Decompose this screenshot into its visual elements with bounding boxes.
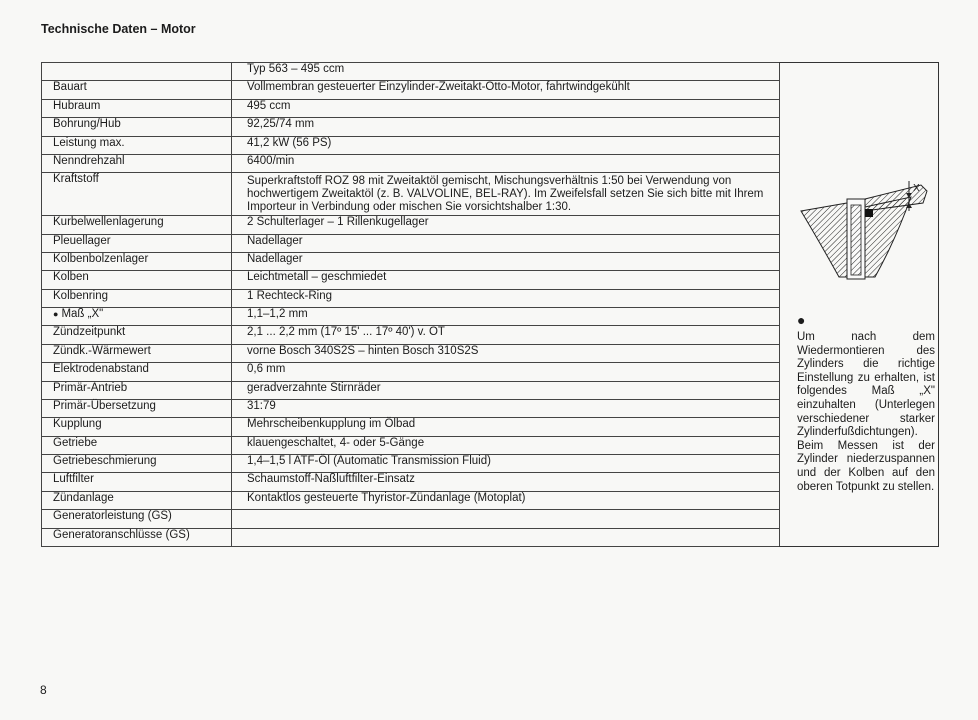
table-row [42,173,780,216]
row-value: 2,1 ... 2,2 mm (17º 15' ... 17º 40') v. OT [232,326,780,344]
row-label: Leistung max. [53,136,125,149]
row-value: Superkraftstoff ROZ 98 mit Zweitaktöl gemischt, Mischungsverhältnis 1:50 bei Verwendung von hochwertigem Zweitaktöl (z. B. VALVOLINE, BEL-RAY). Im Zweifelsfall setzen Sie sich bitte mit Ihrem Importeur in Verbindung oder mischen Sie vorsichtshalber 1:30. [232,173,780,216]
table-row [42,118,780,136]
row-label: Kraftstoff [53,173,99,186]
row-value: Vollmembran gesteuerter Einzylinder-Zweitakt-Otto-Motor, fahrtwindgekühlt [232,81,780,99]
row-label-cell [42,491,232,509]
cylinder-piston-diagram [799,181,929,291]
row-label-cell [42,136,232,154]
row-label-cell [42,326,232,344]
row-label: Kolben [53,271,89,284]
row-label-cell [42,289,232,307]
row-label-cell [42,234,232,252]
row-value: Schaumstoff-Naßluftfilter-Einsatz [232,473,780,491]
spec-table [41,62,780,547]
row-value: 2 Schulterlager – 1 Rillenkugellager [232,216,780,234]
row-value: 1,1–1,2 mm [232,308,780,326]
row-label-cell [42,399,232,417]
page-title: Technische Daten – Motor [41,22,196,36]
row-value: Mehrscheibenkupplung im Ölbad [232,418,780,436]
row-label: Getriebe [53,436,98,449]
row-value: 1,4–1,5 l ATF-Öl (Automatic Transmission Fluid) [232,455,780,473]
row-label-cell [42,81,232,99]
side-panel [779,62,939,547]
table-row [42,418,780,436]
row-label-cell [42,455,232,473]
row-value: 92,25/74 mm [232,118,780,136]
row-label: Kolbenring [53,289,108,302]
table-row [42,381,780,399]
row-label-cell [42,418,232,436]
row-label: Hubraum [53,99,101,112]
row-value [232,528,780,547]
table-row [42,99,780,117]
row-label-cell [42,510,232,528]
row-value: klauengeschaltet, 4- oder 5-Gänge [232,436,780,454]
table-row [42,436,780,454]
table-row [42,326,780,344]
page-number: 8 [40,683,47,697]
row-label-cell [42,271,232,289]
row-value: Kontaktlos gesteuerte Thyristor-Zündanlage (Motoplat) [232,491,780,509]
row-label-cell [42,381,232,399]
note-bullet: ● [797,312,806,328]
table-row [42,271,780,289]
row-label-cell [42,99,232,117]
table-header-empty [42,63,232,81]
row-label: Nenndrehzahl [53,154,125,167]
row-label-cell [42,216,232,234]
row-label: Maß „X" [61,308,104,320]
table-row [42,289,780,307]
row-label: Generatorleistung (GS) [53,510,172,523]
table-row [42,81,780,99]
row-label-cell [42,308,232,326]
row-label-cell [42,473,232,491]
row-label: Elektrodenabstand [53,363,149,376]
row-value: 41,2 kW (56 PS) [232,136,780,154]
row-bullet: ● [53,309,59,319]
table-row [42,363,780,381]
row-label: Zündzeitpunkt [53,326,126,339]
row-value: geradverzahnte Stirnräder [232,381,780,399]
row-value: 1 Rechteck-Ring [232,289,780,307]
table-row [42,344,780,362]
table-row [42,216,780,234]
row-label: Zündanlage [53,491,114,504]
row-label-cell [42,436,232,454]
row-label-cell [42,173,232,216]
row-label-cell [42,344,232,362]
table-row [42,455,780,473]
row-label-cell [42,118,232,136]
table-row [42,510,780,528]
row-label: Bauart [53,81,87,94]
row-label-cell [42,528,232,547]
table-header-value: Typ 563 – 495 ccm [232,63,780,81]
row-label: Pleuellager [53,234,111,247]
row-value: vorne Bosch 340S2S – hinten Bosch 310S2S [232,344,780,362]
row-label: Kolbenbolzenlager [53,252,149,265]
row-label-cell [42,363,232,381]
table-row [42,252,780,270]
row-label-cell [42,154,232,172]
row-label: Primär-Antrieb [53,381,128,394]
row-label: Getriebeschmierung [53,455,157,467]
row-value: 0,6 mm [232,363,780,381]
table-row [42,234,780,252]
table-row [42,154,780,172]
row-value: 495 ccm [232,99,780,117]
table-row [42,491,780,509]
row-label: Bohrung/Hub [53,118,121,131]
row-value: 31:79 [232,399,780,417]
row-label: Kurbelwellenlagerung [53,216,164,229]
row-value: Nadellager [232,234,780,252]
row-label: Luftfilter [53,473,94,486]
table-row [42,528,780,547]
note-text: Um nach dem Wiedermontieren des Zylinders die richtige Einstellung zu erhalten, ist folgendes Maß „X" einzuhalten (Unterlegen verschiedener starker Zylinderfußdichtungen). Beim Messen ist der Zylinder niederzuspannen und der Kolben auf den oberen Totpunkt zu stellen. [797,331,935,493]
table-row [42,308,780,326]
table-row [42,136,780,154]
table-row [42,399,780,417]
row-label-cell [42,252,232,270]
row-label: Kupplung [53,418,102,431]
table-header-row [42,63,780,81]
table-row [42,473,780,491]
row-label: Primär-Übersetzung [53,399,156,412]
row-value: Nadellager [232,252,780,270]
row-value [232,510,780,528]
row-label: Generatoranschlüsse (GS) [53,528,190,541]
diagram-x-label: X [913,183,920,194]
row-value: 6400/min [232,154,780,172]
row-value: Leichtmetall – geschmiedet [232,271,780,289]
row-label: Zündk.-Wärmewert [53,344,151,357]
